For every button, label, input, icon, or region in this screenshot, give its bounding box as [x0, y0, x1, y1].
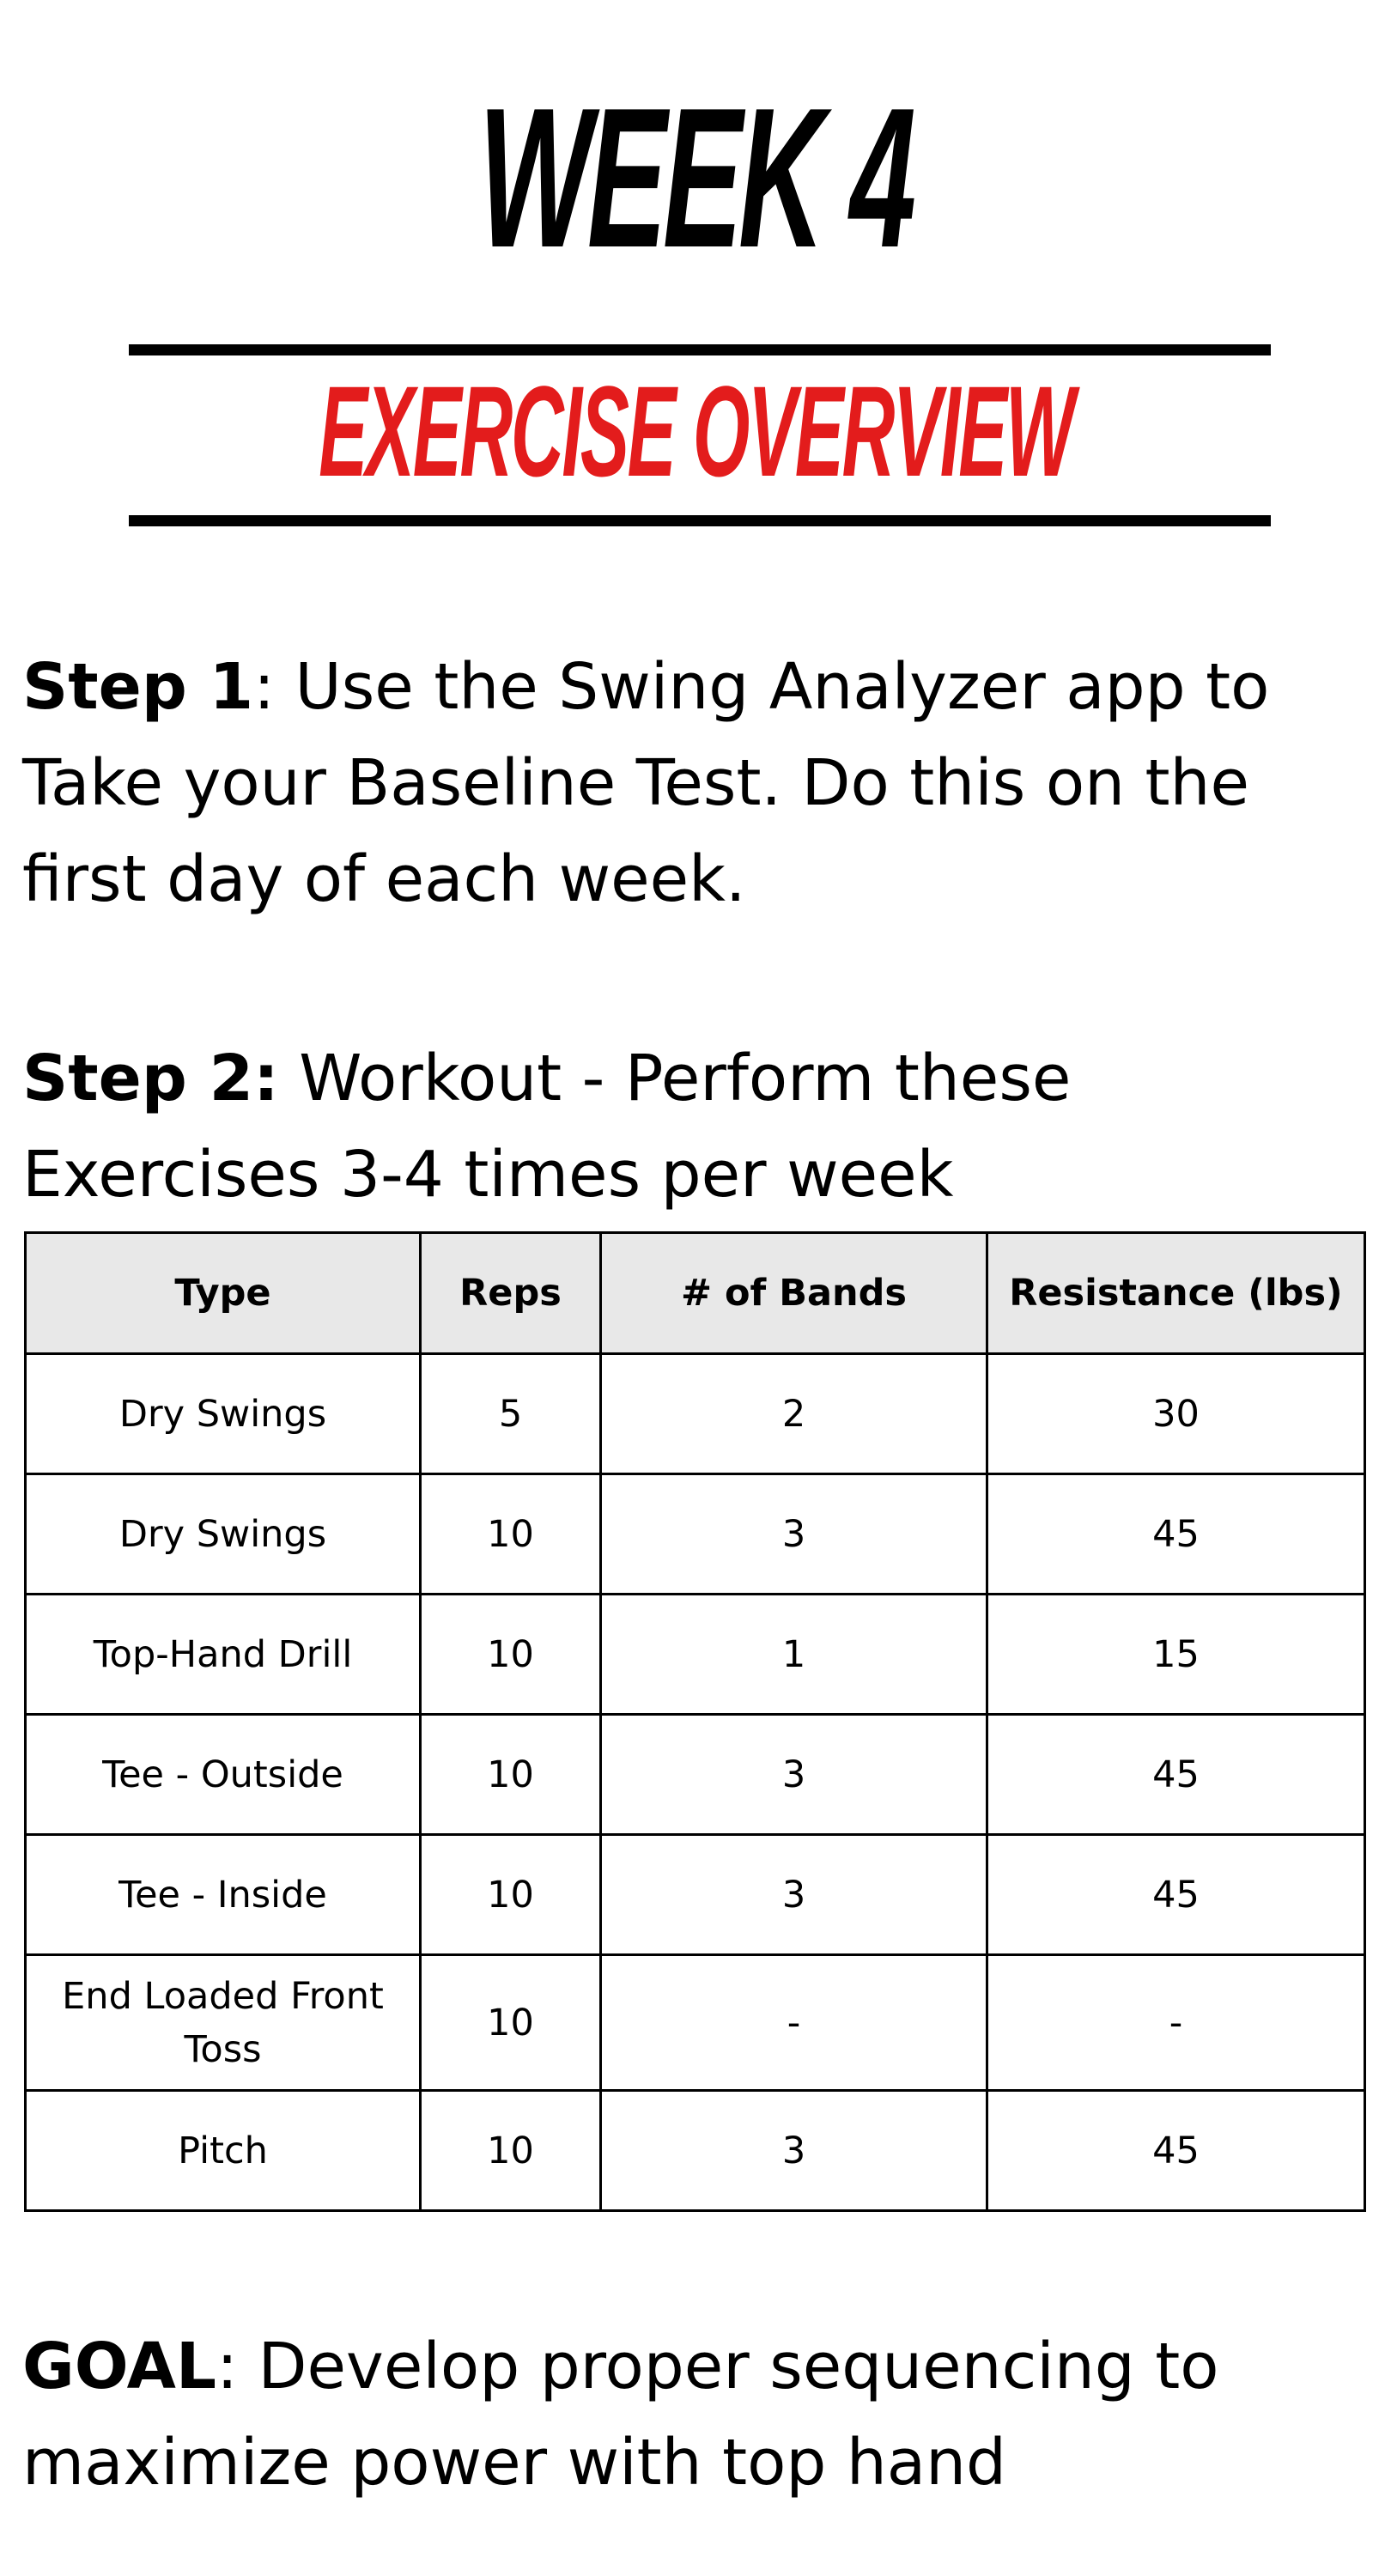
cell-resistance: 15 — [987, 1595, 1365, 1715]
cell-resistance: 45 — [987, 1715, 1365, 1835]
table-row — [26, 1835, 1365, 1955]
cell-resistance: 45 — [987, 2091, 1365, 2211]
cell-resistance: 30 — [987, 1354, 1365, 1474]
cell-type: Dry Swings — [26, 1474, 421, 1595]
cell-type: Top-Hand Drill — [26, 1595, 421, 1715]
cell-type: Tee - Inside — [26, 1835, 421, 1955]
step-2-text: Workout - Perform these Exercises 3-4 times per week — [22, 1042, 1072, 1212]
exercise-table — [24, 1231, 1366, 2212]
cell-type: Dry Swings — [26, 1354, 421, 1474]
table-row — [26, 1354, 1365, 1474]
cell-resistance: 45 — [987, 1835, 1365, 1955]
table-row — [26, 1715, 1365, 1835]
cell-bands: 3 — [601, 1835, 987, 1955]
goal-paragraph — [22, 2318, 1362, 2511]
table-row — [26, 1595, 1365, 1715]
cell-bands: 3 — [601, 1715, 987, 1835]
top-divider — [129, 344, 1271, 355]
week-title-text: WEEK 4 — [478, 67, 913, 289]
step-1-text: : Use the Swing Analyzer app to Take your Baseline Test. Do this on the first day of each week. — [22, 650, 1270, 916]
week-title — [0, 67, 1391, 289]
cell-type: End Loaded Front Toss — [26, 1955, 421, 2091]
cell-bands: 3 — [601, 2091, 987, 2211]
section-title — [0, 359, 1391, 503]
cell-bands: - — [601, 1955, 987, 2091]
goal-label: GOAL — [22, 2330, 217, 2403]
cell-reps: 10 — [421, 1955, 601, 2091]
step-1-label: Step 1 — [22, 650, 254, 724]
cell-reps: 10 — [421, 1835, 601, 1955]
bottom-divider — [129, 515, 1271, 526]
step-2-label: Step 2: — [22, 1042, 279, 1115]
cell-reps: 10 — [421, 1474, 601, 1595]
cell-type: Tee - Outside — [26, 1715, 421, 1835]
header-bands: # of Bands — [601, 1233, 987, 1354]
header-resistance: Resistance (lbs) — [987, 1233, 1365, 1354]
cell-resistance: - — [987, 1955, 1365, 2091]
goal-text: : Develop proper sequencing to maximize power with top hand — [22, 2330, 1219, 2500]
section-title-text: EXERCISE OVERVIEW — [318, 359, 1073, 503]
step-1-paragraph — [22, 639, 1362, 927]
header-reps: Reps — [421, 1233, 601, 1354]
cell-reps: 10 — [421, 1715, 601, 1835]
table-row — [26, 1955, 1365, 2091]
cell-bands: 2 — [601, 1354, 987, 1474]
table-header-row — [26, 1233, 1365, 1354]
cell-reps: 5 — [421, 1354, 601, 1474]
cell-resistance: 45 — [987, 1474, 1365, 1595]
header-type: Type — [26, 1233, 421, 1354]
cell-reps: 10 — [421, 1595, 601, 1715]
cell-bands: 1 — [601, 1595, 987, 1715]
cell-reps: 10 — [421, 2091, 601, 2211]
cell-type: Pitch — [26, 2091, 421, 2211]
step-2-paragraph — [22, 1030, 1362, 1223]
table-row — [26, 1474, 1365, 1595]
cell-bands: 3 — [601, 1474, 987, 1595]
table-row — [26, 2091, 1365, 2211]
